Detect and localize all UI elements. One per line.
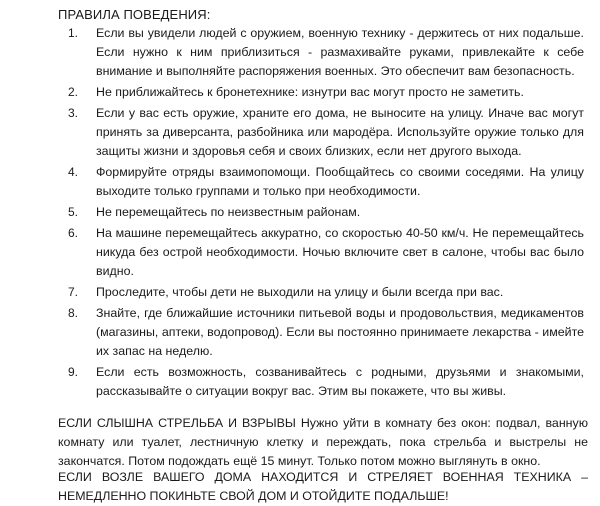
rule-text: Знайте, где ближайшие источники питьевой воды и продовольствия, медикаментов (магазины, аптеки, водопровод). Если вы постоянно принимаете лекарства - имейте их запас на неделю.: [96, 306, 584, 358]
rule-text: Не приближайтесь к бронетехнике: изнутри вас могут просто не заметить.: [96, 85, 524, 99]
rule-item: [0, 163, 600, 201]
rule-item: [0, 283, 600, 302]
military-vehicle-warning: ЕСЛИ ВОЗЛЕ ВАШЕГО ДОМА НАХОДИТСЯ И СТРЕЛЯЕТ ВОЕННАЯ ТЕХНИКА – НЕМЕДЛЕННО ПОКИНЬТЕ СВОЙ ДОМ И ОТОЙДИТЕ ПОДАЛЬШЕ!: [58, 470, 588, 504]
rule-number: 8.: [68, 306, 79, 320]
rule-item: [0, 363, 600, 401]
rule-text: Если есть возможность, созванивайтесь с родными, друзьями и знакомыми, рассказывайте о ситуации вокруг вас. Этим вы покажете, что вы живы.: [96, 365, 584, 398]
rule-item: [0, 104, 600, 161]
rule-number: 1.: [68, 26, 79, 40]
rule-number: 6.: [68, 226, 79, 240]
rule-item: [0, 24, 600, 81]
rule-number: 7.: [68, 285, 79, 299]
rule-text: Если вы увидели людей с оружием, военную технику - держитесь от них подальше. Если нужно к ним приблизиться - размахивайте руками, привлекайте к себе внимание и выполняйте распоряжения военных. Это обеспечит вам безопасность.: [96, 26, 584, 78]
rule-item: [0, 224, 600, 281]
rule-text: Если у вас есть оружие, храните его дома, не выносите на улицу. Иначе вас могут принять за диверсанта, разбойника или мародёра. Используйте оружие только для защиты жизни и здоровья себя и своих близких, если нет другого выхода.: [96, 106, 584, 158]
rule-number: 3.: [68, 106, 79, 120]
rule-text: Формируйте отряды взаимопомощи. Пообщайтесь со своими соседями. На улицу выходите только группами и только при необходимости.: [96, 165, 584, 198]
rule-number: 5.: [68, 205, 79, 219]
rule-item: [0, 83, 600, 102]
rule-text: Проследите, чтобы дети не выходили на улицу и были всегда при вас.: [96, 285, 504, 299]
shooting-instructions: ЕСЛИ СЛЫШНА СТРЕЛЬБА И ВЗРЫВЫ Нужно уйти в комнату без окон: подвал, ванную комнату или туалет, лестничную клетку и переждать, пока стрельба и выстрелы не закончатся. Потом подождать ещё 15 минут. Только потом можно выглянуть в окно.: [58, 416, 588, 469]
rule-number: 9.: [68, 365, 79, 379]
rule-number: 4.: [68, 165, 79, 179]
document-title: ПРАВИЛА ПОВЕДЕНИЯ:: [58, 7, 211, 22]
rule-item: [0, 203, 600, 222]
rules-list: [0, 24, 600, 403]
rule-number: 2.: [68, 85, 79, 99]
rule-item: [0, 304, 600, 361]
rule-text: На машине перемещайтесь аккуратно, со скоростью 40-50 км/ч. Не перемещайтесь никуда без острой необходимости. Ночью включите свет в салоне, чтобы вас было видно.: [96, 226, 584, 278]
rule-text: Не перемещайтесь по неизвестным районам.: [96, 205, 361, 219]
